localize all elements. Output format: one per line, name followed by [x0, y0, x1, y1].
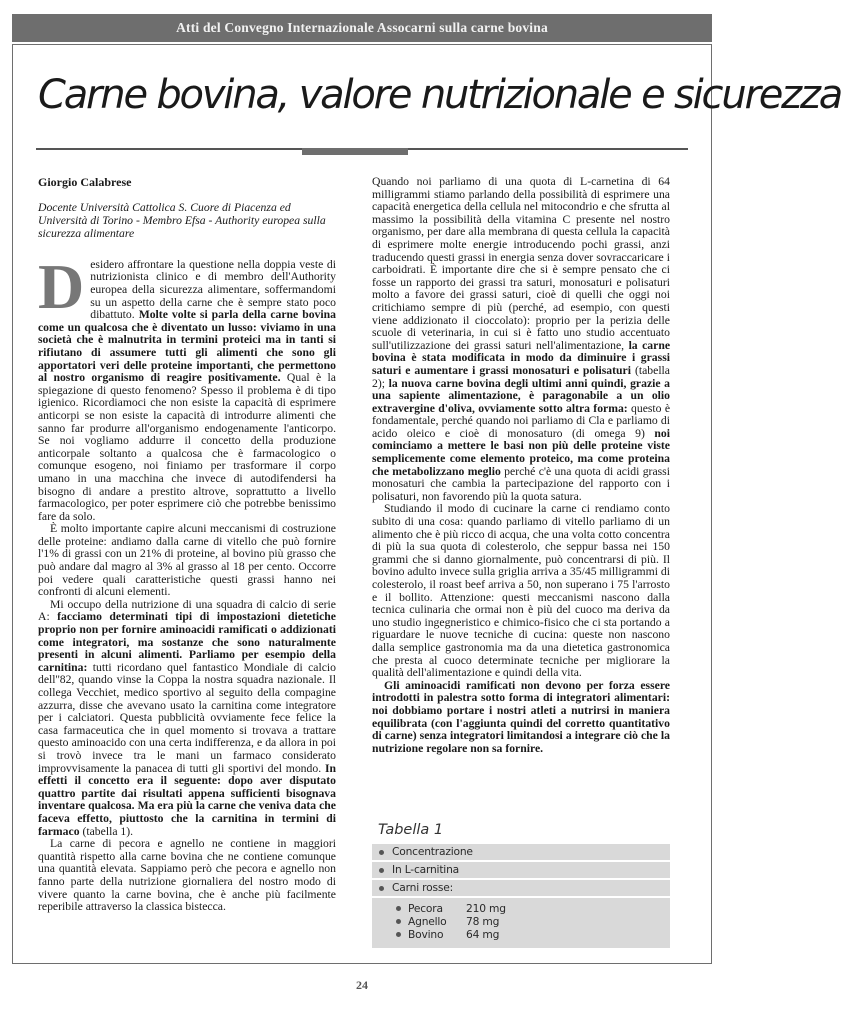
drop-cap: D — [38, 250, 85, 322]
subitem-name: Pecora — [408, 902, 443, 915]
right-column — [372, 176, 670, 755]
paragraph-3 — [38, 599, 336, 838]
paragraph-4: La carne di pecora e agnello ne contiene in maggiori quantità rispetto alla carne bovina che ne contiene comunque una quantità elevata. Sappiamo però che pecora e agnello non fanno parte della nutrizione giornaliera del nostro modo di vivere quanto la carne bovina, che è anche più facilmente reperibile attraverso la classica bistecca. — [38, 837, 336, 914]
table-row: In L-carnitina — [372, 862, 670, 878]
r3-bold: Gli aminoacidi ramificati non devono per forza essere introdotti in palestra sotto forma di integratori alimentari: noi dobbiamo portare i nostri atleti a nutrirsi in maniera equilibrata (con l'aggiunta quindi del corretto quantitativo di carne) senza integratori limitandosi a integrare ciò che la nutrizione regolare non sa fornire. — [372, 678, 670, 755]
subitem-name: Agnello — [408, 915, 447, 929]
p3-text-a: Mi occupo della nutrizione di una squadra di calcio di serie A: — [38, 597, 336, 624]
title-rule-accent — [302, 148, 408, 155]
article-title: Carne bovina, valore nutrizionale e sicurezza — [38, 72, 841, 118]
table-subitem — [372, 902, 670, 915]
subitem-value: 210 mg — [466, 902, 506, 915]
page-number: 24 — [356, 978, 368, 992]
r1-bold-f: noi cominciamo a mettere le basi non più delle proteine viste semplicemente come elemento proteico, ma come proteina che metabolizzano meglio — [372, 426, 670, 478]
paragraph-5 — [372, 176, 670, 503]
p3-bold-d: In effetti il concetto era il seguente: dopo aver disputato quattro partite dai risultati appena sufficienti bisognava inventare qualcosa. Ma era più la carne che veniva data che faceva effetto, piuttosto che la carnitina in termini di farmaco — [38, 761, 336, 838]
r1-bold-b: la carne bovina è stata modificata in modo da diminuire i grassi saturi e aumentare i grassi monosaturi e polisaturi — [372, 338, 671, 377]
r1-text-e: questo è fondamentale, perché quando noi parliamo di Cla e parliamo di acido oleico e cioè di monosaturo (di omega 9) — [372, 401, 671, 440]
r1-bold-d: la nuova carne bovina degli ultimi anni quindi, grazie a una sapiente alimentazione, è paragonabile a un olio extravergine d'oliva, ovviamente sotto altra forma: — [372, 376, 671, 415]
table-row: Carni rosse: — [372, 880, 670, 896]
r1-text-g: perché c'è una quota di acidi grassi monosaturi che cambia la partecipazione del rapporto con i polisaturi, non favorendo più la quota satura. — [372, 464, 670, 503]
p1-text-c: Qual è la spiegazione di questo fenomeno? Spesso il problema è di tipo igienico. Ricordiamoci che non esiste la capacità di esprimere anticorpi se non esiste la capacità di introdurre alimenti che sanno far produrre all'organismo endogenamente l'anticorpo. Se noi vogliamo addurre il concetto della produzione anticorpale soltanto a qualcosa che è farmacologico o comunque esogeno, noi finiamo per trasformare il corpo umano in una macchina che invece di autodifendersi ha bisogno di andare a prestito altrove, soprattutto a livello farmacologico, per poter esprimere ciò che potrebbe benissimo fare da solo. — [38, 371, 336, 523]
p1-text-a: esidero affrontare la questione nella doppia veste di nutrizionista clinico e di membro dell'Authority europea della sicurezza alimentare, soffermandomi su un aspetto della carne che è sempre stato poco dibattuto. — [90, 257, 336, 322]
author-affiliation: Docente Università Cattolica S. Cuore di Piacenza ed Università di Torino - Membro Efsa - Authority europea sulla sicurezza alimentare — [38, 200, 326, 241]
subitem-value: 64 mg — [466, 928, 500, 942]
running-header: Atti del Convegno Internazionale Assocarni sulla carne bovina — [12, 14, 712, 42]
paragraph-1 — [38, 250, 336, 523]
table-row: Concentrazione — [372, 844, 670, 860]
p1-bold: Molte volte si parla della carne bovina come un qualcosa che è diventato un lusso: viviamo in una società che è malnutrita in termini proteici ma in tanti si rifiutano di assumere tutti gli alimenti che sono gli apportatori veri delle proteine importanti, che permettono al nostro organismo di reagire positivamente. — [38, 308, 336, 385]
paragraph-7 — [372, 680, 670, 756]
table-subitem — [372, 928, 670, 941]
table-1 — [372, 816, 670, 948]
table-subitem — [372, 915, 670, 928]
r1-text-a: Quando noi parliamo di una quota di L-carnetina di 64 milligrammi stiamo parlando della possibilità di esprimere una capacità energetica della cellula nel mitocondrio e che sfrutta al massimo la possibilità della vitamina C presente nel nostro organismo, per dare alla membrana di questa cellula la capacità di esprimere molte energie introducendo pochi grassi, anzi traducendo questi grassi in energia senza dover sovraccaricare i carboidrati. È importante dire che si è sempre pensato che ci fosse un rapporto dei grassi tra saturi, monosaturi e polisaturi molto a favore dei grassi saturi, cioè di quelli che oggi noi critichiamo sempre di più (perché, ad esempio, con questi viene addizionato il cioccolato): proprio per la perizia delle scuole di veterinaria, in cui si è fatto uno studio accentuato sull'utilizzazione dei grassi saturi nell'alimentazione, — [372, 175, 670, 352]
r1-text-c: (tabella 2); — [372, 363, 670, 390]
subitem-value: 78 mg — [466, 915, 500, 929]
table-sublist — [372, 898, 670, 948]
p3-text-c: tutti ricordano quel fantastico Mondiale di calcio dell''82, quando vinse la Coppa la nostra squadra nazionale. Il collega Vecchiet, medico sportivo al seguito della compagine azzurra, disse che avevano usato la carnitina come integratore per i calciatori. Questa pubblicità ovviamente fece felice la casa farmaceutica che in quel momento si trovava a trattare questo aminoacido con una certa indifferenza, e da allora in poi si trovò invece tra le mani un farmaco considerato improvvisamente la panacea di tutti gli sportivi del mondo. — [38, 660, 336, 775]
p3-text-e: (tabella 1). — [79, 824, 134, 838]
subitem-name: Bovino — [408, 928, 444, 942]
paragraph-2: È molto importante capire alcuni meccanismi di costruzione delle proteine: andiamo dalla carne di vitello che può fornire l'1% di grassi con un 21% di proteine, al bovino più grasso che può andare dal magro al 3% al grasso al 18 per cento. Occorre poi vedere quali caratteristiche questi grassi hanno nei confronti di alcuni elementi. — [38, 522, 336, 599]
left-column — [38, 176, 336, 914]
author-name: Giorgio Calabrese — [38, 175, 132, 189]
table-title: Tabella 1 — [378, 822, 444, 838]
paragraph-6: Studiando il modo di cucinare la carne ci rendiamo conto subito di una cosa: quando parliamo di vitello parliamo di un alimento che è più ricco di acqua, che una volta cotto concentra di più la sua quota di colesterolo, che seppur bassa nei 150 grammi che si danno giornalmente, può concentrarsi di più. Il bovino adulto invece sulla griglia arriva a 35/45 milligrammi di colesterolo, il roast beef arriva a 50, non superano i 75 l'arrosto e il bollito. Attenzione: questi meccanismi nascono dalla tecnica culinaria che ormai non è più del cuoco ma deriva da uno studio ingegneristico e chimico-fisico che ci sta portando a riguardare le nuove tecniche di cucina: queste non nascono dalla semplice gastronomia ma da una dietetica gastronomica che presta al cuoco determinate tecniche per migliorare la qualità dell'alimentazione e quindi della vita. — [372, 502, 670, 680]
p3-bold-b: facciamo determinati tipi di impostazioni dietetiche proprio non per fornire aminoacidi ramificati o addizionati come integratori, ma sostanze che sono naturalmente presenti in alcuni alimenti. Parliamo per esempio della carnitina: — [38, 610, 336, 674]
